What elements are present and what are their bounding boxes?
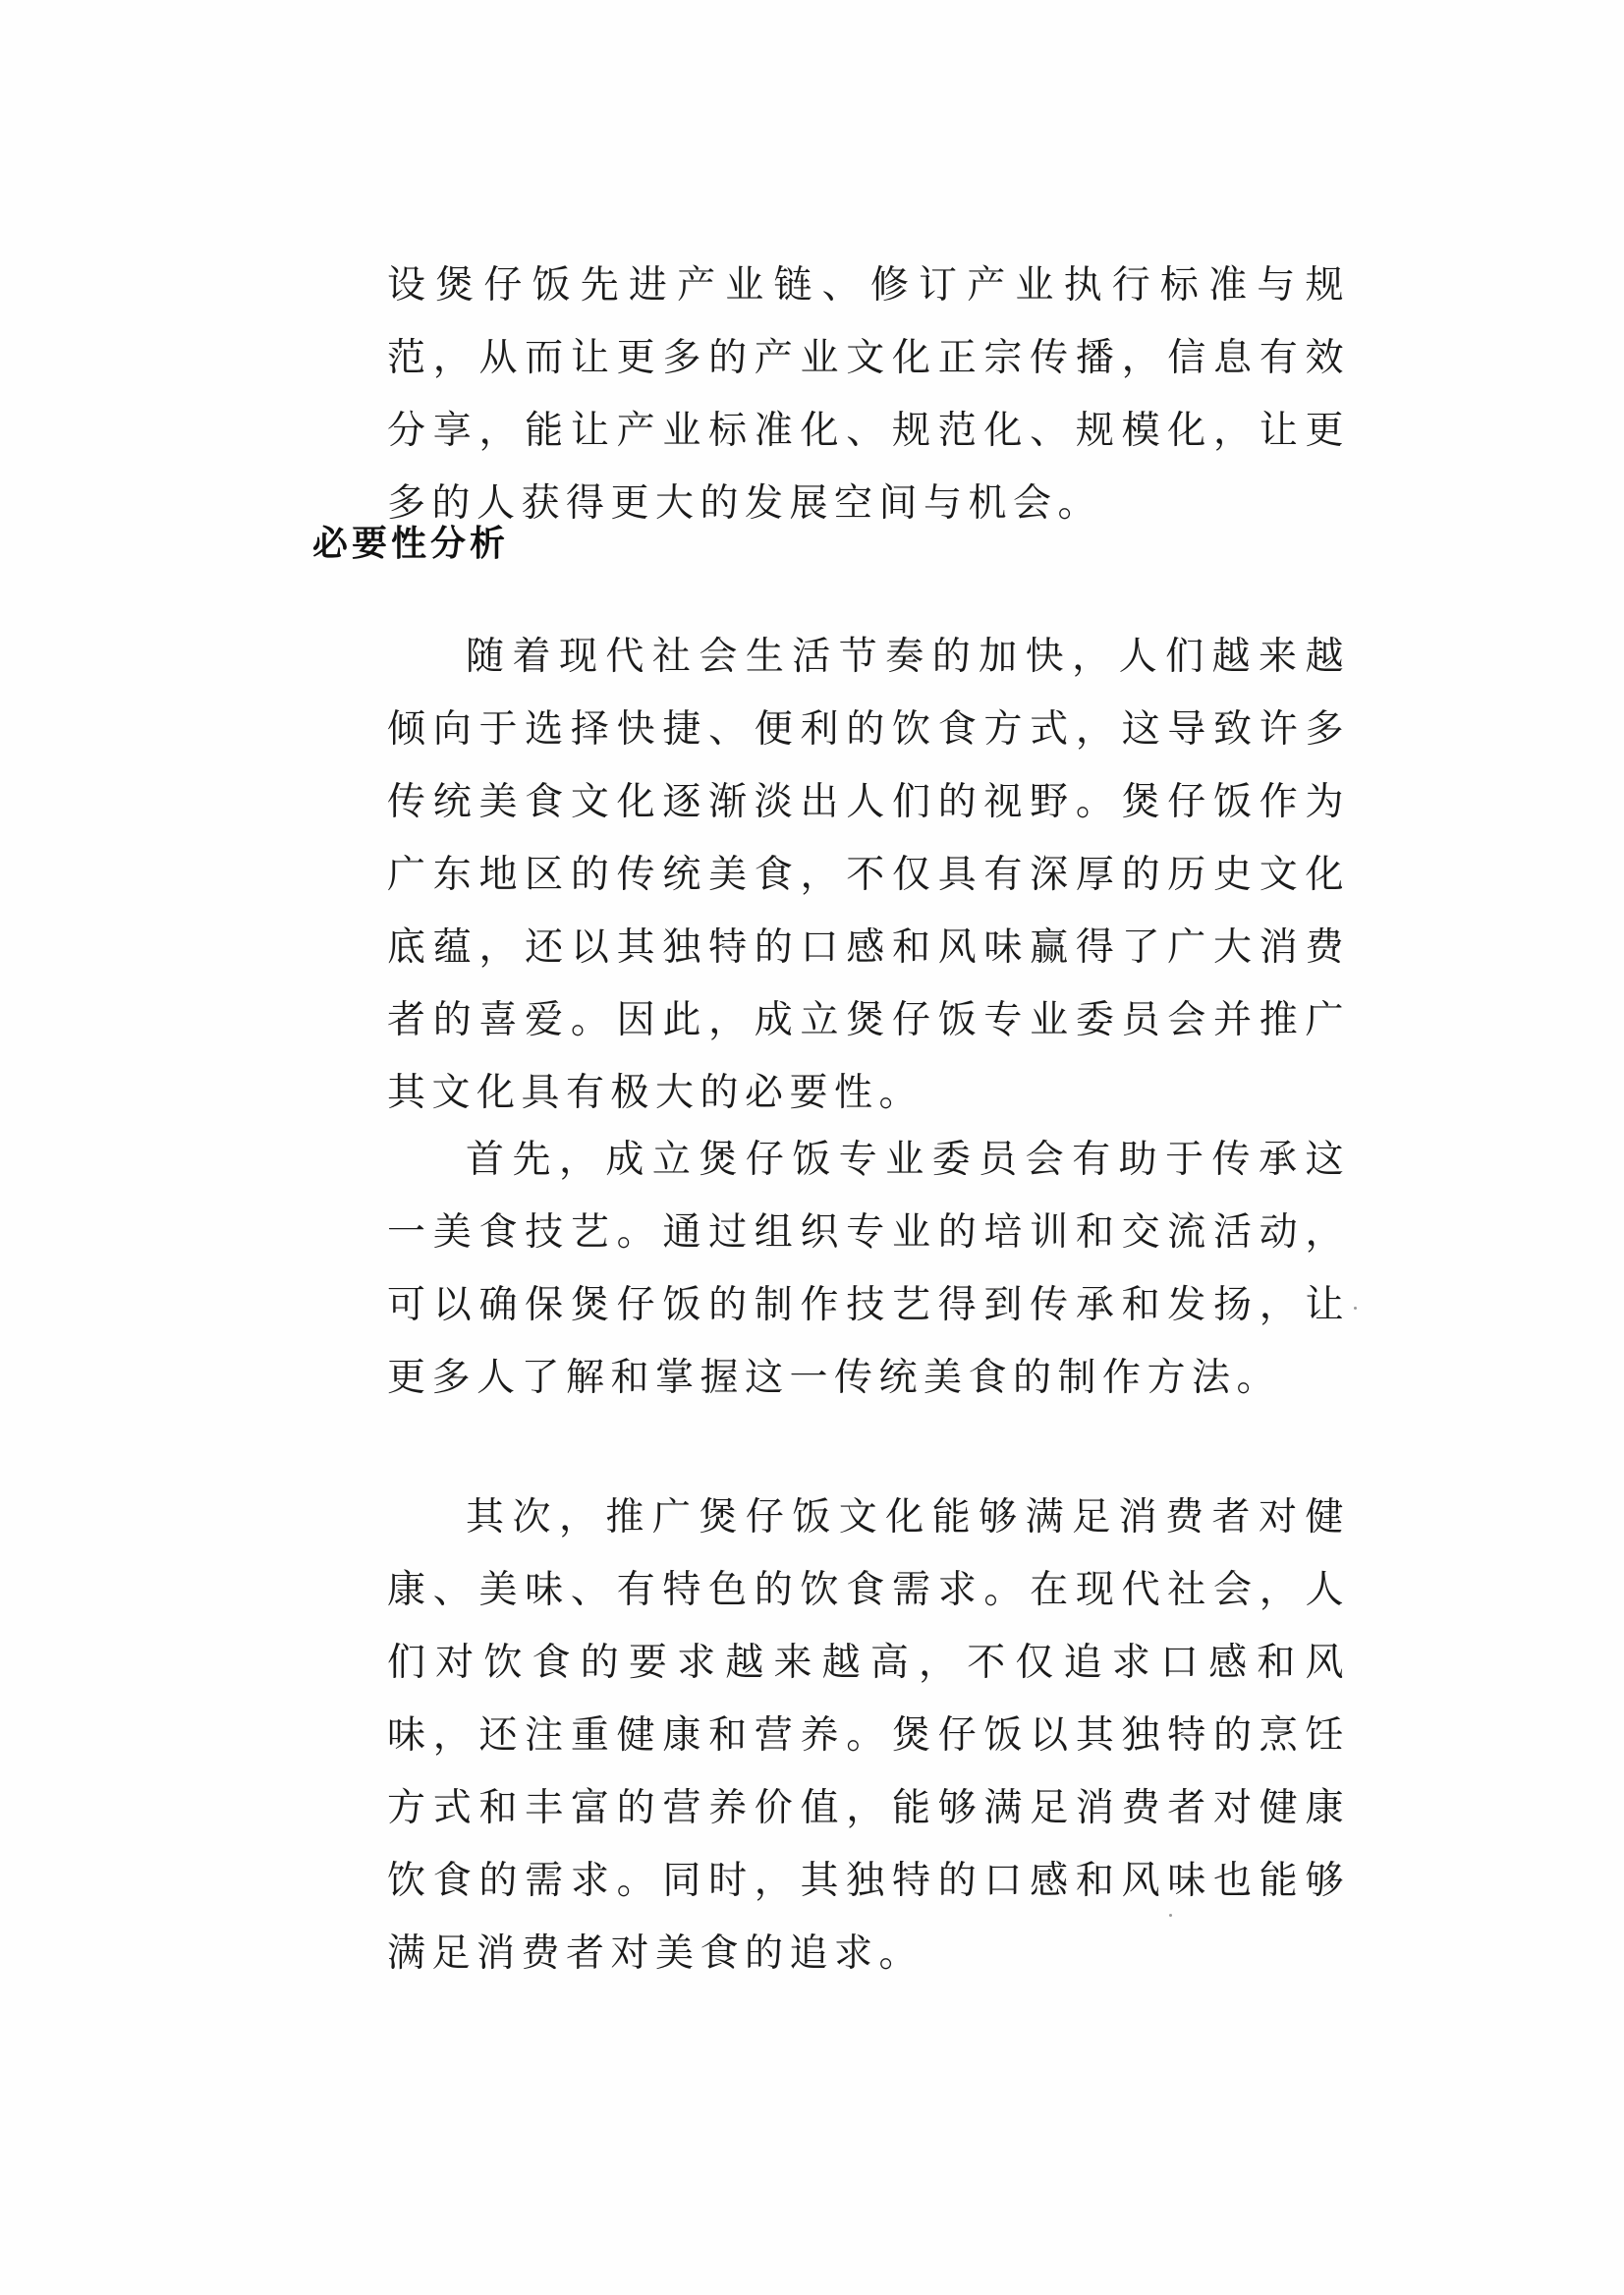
scan-speck — [1354, 1307, 1357, 1310]
paragraph-necessity-intro: 随着现代社会生活节奏的加快，人们越来越倾向于选择快捷、便利的饮食方式，这导致许多传统美食文化逐渐淡出人们的视野。煲仔饭作为广东地区的传统美食，不仅具有深厚的历史文化底蕴，还以其独特的口感和风味赢得了广大消费者的喜爱。因此，成立煲仔饭专业委员会并推广其文化具有极大的必要性。 — [387, 635, 1350, 1115]
scan-speck — [1169, 1914, 1172, 1917]
paragraph-first-point: 首先，成立煲仔饭专业委员会有助于传承这一美食技艺。通过组织专业的培训和交流活动，可以确保煲仔饭的制作技艺得到传承和发扬，让更多人了解和掌握这一传统美食的制作方法。 — [387, 1138, 1350, 1400]
section-heading: 必要性分析 — [312, 524, 510, 564]
continuation-paragraph: 设煲仔饭先进产业链、修订产业执行标准与规范，从而让更多的产业文化正宗传播，信息有效分享，能让产业标准化、规范化、规模化，让更多的人获得更大的发展空间与机会。 — [387, 263, 1350, 526]
paragraph-second-point: 其次，推广煲仔饭文化能够满足消费者对健康、美味、有特色的饮食需求。在现代社会，人们对饮食的要求越来越高，不仅追求口感和风味，还注重健康和营养。煲仔饭以其独特的烹饪方式和丰富的营养价值，能够满足消费者对健康饮食的需求。同时，其独特的口感和风味也能够满足消费者对美食的追求。 — [387, 1495, 1350, 1976]
